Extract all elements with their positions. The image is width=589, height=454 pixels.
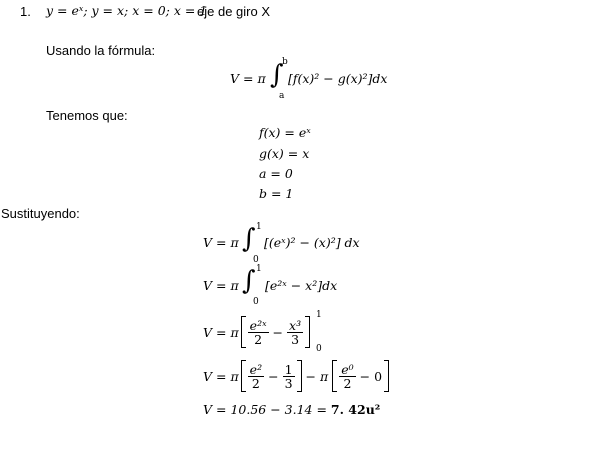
lower-limit: 0 [316,344,322,354]
upper-limit: 1 [316,310,322,320]
lower-limit: 0 [253,297,259,307]
problem-axis-text: eje de giro X [197,4,270,19]
given-b: b = 1 [259,186,294,201]
lower-limit: a [279,91,285,101]
formula-lhs: V = π [230,71,266,86]
lower-limit: 0 [253,255,259,265]
given-f: f(x) = eˣ [259,125,311,140]
integral-sign: ∫ [242,224,256,254]
step-2-integrand: [e²ˣ − x²]dx [265,278,338,293]
upper-limit: 1 [256,222,262,232]
given-g: g(x) = x [259,146,310,161]
step-1-lhs: V = π [203,235,239,250]
problem-number: 1. [20,4,31,19]
integral-sign: ∫ [270,60,284,90]
upper-limit: b [282,57,288,67]
upper-limit: 1 [256,264,262,274]
left-bracket [241,360,246,392]
formula-integrand: [f(x)² − g(x)²]dx [288,71,388,86]
right-bracket [305,316,310,348]
final-result-line [203,401,380,419]
step-2-lhs: V = π [203,278,239,293]
left-bracket [332,360,337,392]
result-expression: V = 10.56 − 3.14 = [203,402,331,417]
volume-formula [230,57,430,105]
right-bracket [384,360,389,392]
fraction: $\frac{\text{e⁰}}{2}$ [341,361,354,391]
step-1-integrand: [(eˣ)² − (x)²] dx [264,235,360,250]
problem-statement: y = eˣ; y = x; x = 0; x = 1 [46,3,208,18]
substitution-intro: Sustituyendo: [1,206,80,221]
fraction: $\frac{1}{3}$ [284,361,293,391]
step-1 [203,222,423,268]
fraction: $\frac{\text{x³}}{3}$ [289,317,302,347]
given-intro: Tenemos que: [46,108,128,123]
left-bracket [241,316,246,348]
step-3-lhs: V = π [203,324,239,340]
integral-sign: ∫ [242,266,256,296]
step-4: V = π $\frac{\text{e²}}{2}$ − $\frac{1}{3}$ − π $\frac{\text{e⁰}}{2}$ − 0 [203,356,423,398]
fraction: $\frac{\text{e²}}{2}$ [249,361,263,391]
given-a: a = 0 [259,166,293,181]
step-3: V = π $\frac{\text{e²ˣ}}{2}$ − $\frac{\text{x³}}{3}$ 1 0 [203,310,322,354]
fraction: $\frac{\text{e²ˣ}}{2}$ [249,317,267,347]
right-bracket [297,360,302,392]
step-4-lhs: V = π [203,368,239,384]
formula-intro: Usando la fórmula: [46,43,156,58]
step-2 [203,264,403,310]
result-value: 7. 42u² [330,402,381,417]
